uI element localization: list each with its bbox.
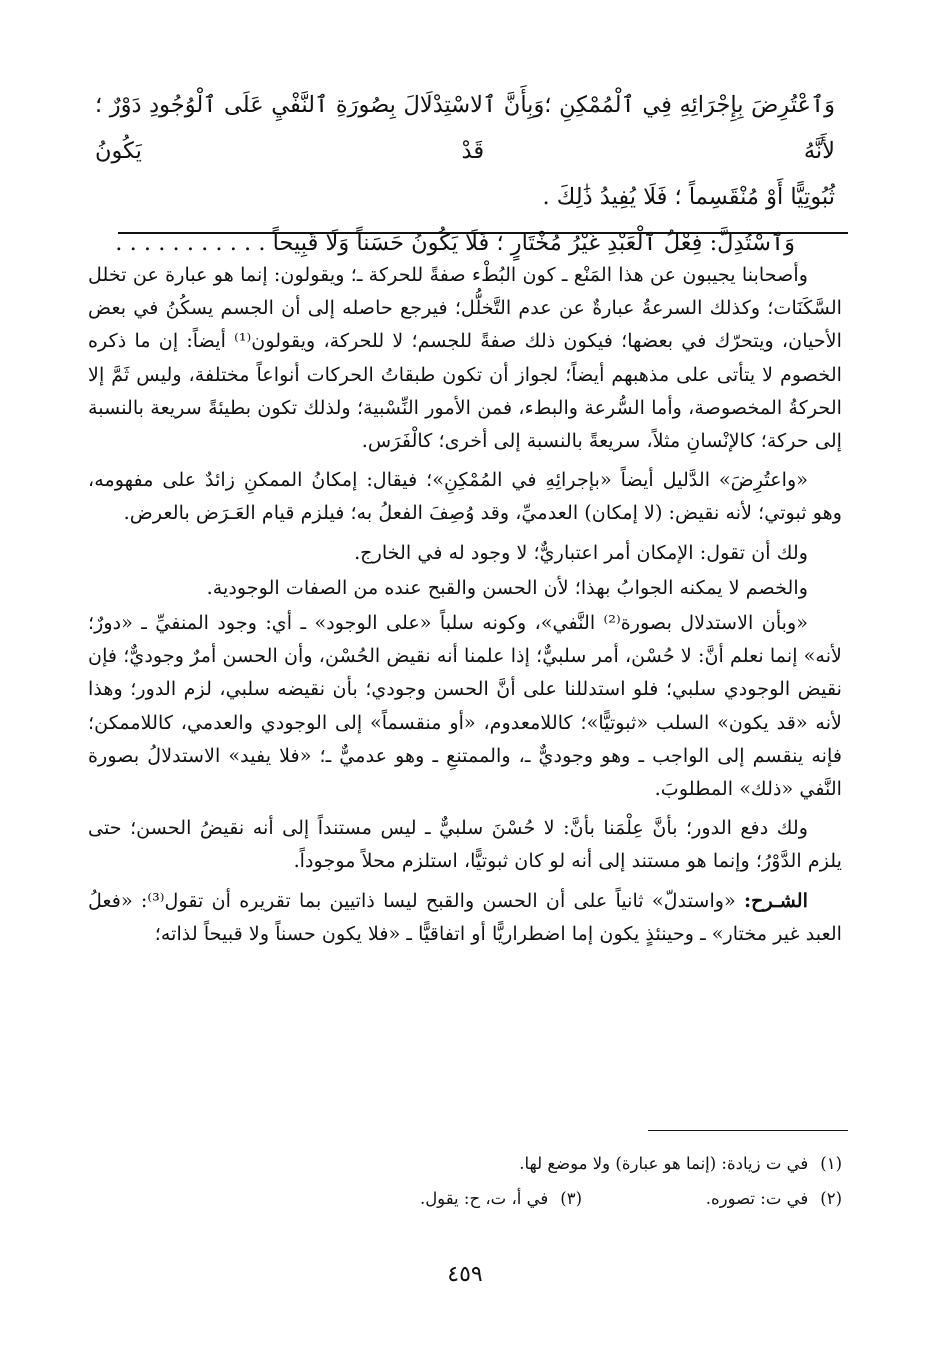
page-number: ٤٥٩ <box>447 1262 483 1287</box>
footnote-text: في أ، ت، ح: يقول. <box>419 1189 549 1208</box>
commentary-paragraph: وأصحابنا يجيبون عن هذا المَنْع ـ كون البُطْء صفةً للحركة ـ؛ ويقولون: إنما هو عبارة عن تخلل السَّكَنَات؛ وكذلك السرعةُ عبارةٌ عن عدم التَّخلُّل؛ فيرجع حاصله إلى أن الجسم يسكُنُ في بعض الأحيان، ويتحرّك في بعضها؛ فيكون ذلك صفةً للجسم؛ لا للحركة، ويقولون⁽¹⁾ أيضاً: إن ما ذكره الخصوم لا يتأتى على مذهبهم أيضاً؛ لجواز أن تكون طبقاتُ الحركات أنواعاً مختلفة، وليس ثَمَّ إلا الحركةُ المخصوصة، وأما السُّرعة والبطء، فمن الأمور النِّسْبية؛ ولذلك تكون بطيئةً سريعة بالنسبة إلى حركة؛ كالإنْسانِ مثلاً، سريعةً بالنسبة إلى أخرى؛ كالْفَرَس. <box>88 263 842 453</box>
footnote <box>88 1152 842 1176</box>
commentary-text <box>88 258 842 952</box>
footnote-text: في ت: تصوره. <box>705 1189 809 1208</box>
footnote-separator-rule <box>648 1130 848 1131</box>
matn-line: وَٱعْتُرِضَ بِإِجْرَائِهِ فِي ٱلْمُمْكِنِ ؛وَبِأَنَّ ٱلاسْتِدْلَالَ بِصُورَةِ ٱلنَّفْيِ عَلَى ٱلْوُجُودِ دَوْرٌ ؛ لأَنَّهُ قَدْ يَكُونُ <box>95 92 835 164</box>
matn-text <box>95 82 835 266</box>
commentary-paragraph <box>88 884 842 950</box>
footnote <box>642 1187 842 1211</box>
footnote-row <box>88 1187 842 1211</box>
sharh-heading: الشـرح: <box>744 888 808 912</box>
commentary-paragraph: «وبأن الاستدلال بصورة⁽²⁾ النَّفي»، وكونه سلباً «على الوجود» ـ أي: وجود المنفيِّ ـ «دورٌ؛ لأنه» إنما نعلم أنَّ: لا حُسْن، أمر سلبيٌّ؛ إذا علمنا أنه نقيض الحُسْن، وأن الحسن أمرٌ وجوديٌّ؛ فإن نقيض الوجودي سلبي؛ فلو استدللنا على أنَّ الحسن وجودي؛ بأن نقيضه سلبي، لزم الدور؛ وهذا لأنه «قد يكون» السلب «ثبوتيًّا»؛ كاللامعدوم، «أو منقسماً» إلى الوجودي والعدمي، كاللاممكن؛ فإنه ينقسم إلى الواجب ـ وهو وجوديٌّ ـ، والممتنعِ ـ وهو عدميٌّ ـ؛ «فلا يفيد» الاستدلالُ بصورة النَّفي «ذلك» المطلوبَ. <box>88 611 842 801</box>
footnote-text: في ت زيادة: (إنما هو عبارة) ولا موضع لها. <box>519 1154 809 1173</box>
matn-line: وَٱسْتُدِلَّ: فِعْلُ ٱلْعَبْدِ غَيْرُ مُخْتَارٍ ؛ فَلَا يَكُونُ حَسَناً وَلَا قَبِيحاً . . . . . . . . . . . <box>115 230 795 256</box>
footnote <box>420 1187 582 1211</box>
footnote-number: (٣) <box>560 1189 582 1208</box>
footnote-number: (١) <box>820 1154 842 1173</box>
footnote-number: (٢) <box>820 1189 842 1208</box>
commentary-paragraph: ولك دفع الدور؛ بأنَّ عِلْمَنا بأنَّ: لا حُسْنَ سلبيٌّ ـ ليس مستنداً إلى أنه نقيضُ الحسن؛ حتى يلزم الدَّوْرُ؛ وإنما هو مستند إلى أنه لو كان ثبوتيًّا، استلزم محلاً موجوداً. <box>88 816 842 873</box>
commentary-paragraph: «واعتُرِضَ» الدَّليل أيضاً «بإجرائِهِ في المُمْكِنِ»؛ فيقال: إمكانُ الممكنِ زائدٌ على مفهومه، وهو ثبوتي؛ لأنه نقيض: (لا إمكان) العدميِّ، وقد وُصِفَ الفعلُ به؛ فيلزم قيام العَـرَض بالعرض. <box>88 468 842 525</box>
commentary-paragraph: والخصم لا يمكنه الجوابُ بهذا؛ لأن الحسن والقبح عنده من الصفات الوجودية. <box>206 575 808 599</box>
matn-separator-rule <box>118 232 848 234</box>
commentary-paragraph: ولك أن تقول: الإمكان أمر اعتباريٌّ؛ لا وجود له في الخارج. <box>354 540 808 564</box>
commentary-paragraph-text: «واستدلّ» ثانياً على أن الحسن والقبح ليسا ذاتيين بما تقريره أن تقول⁽³⁾: «فعلُ العبد غير مختار» ـ وحينئذٍ يكون إما اضطراريًّا أو اتفاقيًّا ـ «فلا يكون حسناً ولا قبيحاً لذاته؛ <box>88 888 842 945</box>
matn-line: ثُبُوتِيًّا أَوْ مُنْقَسِماً ؛ فَلَا يُفِيدُ ذَٰلِكَ . <box>542 184 835 210</box>
